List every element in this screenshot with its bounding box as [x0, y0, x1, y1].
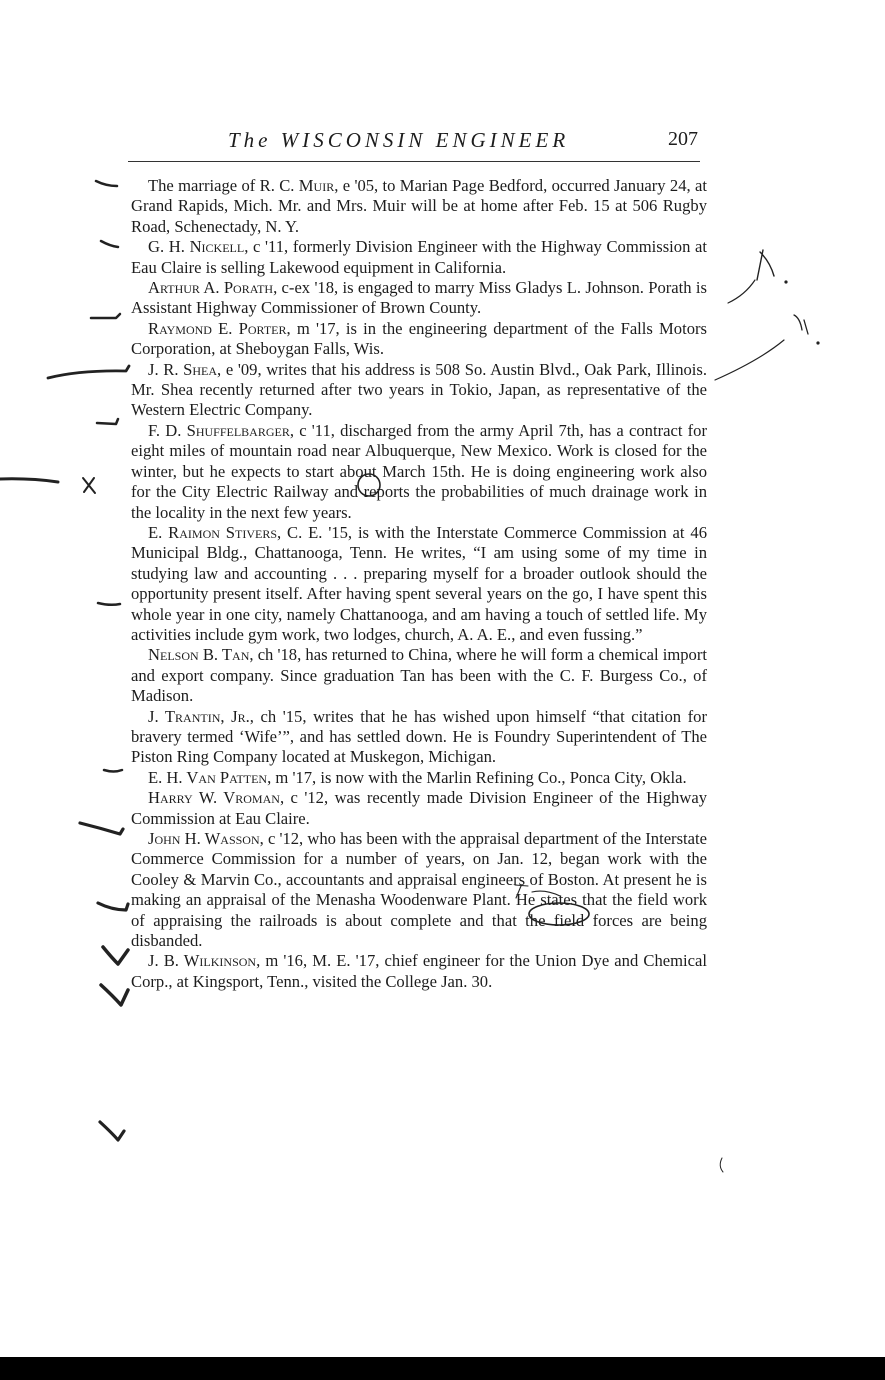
page-number: 207	[668, 128, 698, 150]
check-mark	[91, 314, 120, 318]
entry-text: , c '11, discharged from the army April 7th, has a contract for eight miles of mountain road near Albuquerque, New Mexico. Work is closed for the winter, but he expects to start about March 15th. He is doing engineering work also for the City Electric Railway and reports the probabilities of much drainage work in the locality in the next few years.	[131, 420, 707, 522]
alumni-entry	[131, 707, 707, 768]
margin-glyph	[728, 280, 755, 303]
alumnus-name: Nelson B. Tan	[148, 645, 250, 665]
check-mark	[80, 823, 123, 834]
margin-dot	[784, 280, 787, 283]
entry-text: , C. E. '15, is with the Interstate Commerce Commission at 46 Municipal Bldg., Chattanooga, Tenn. He writes, “I am using some of my time in studying law and accounting . . . preparing myself for a broader outlook should the opportunity present itself. After having spent several years on the go, I have spent this whole year in one city, namely Chattanooga, and am having a touch of settled life. My activities include gym work, two lodges, church, A. A. E., and even fussing.”	[131, 522, 707, 644]
check-mark	[104, 770, 122, 772]
alumnus-name: Harry W. Vroman	[148, 788, 280, 808]
alumnus-name: G. H. Nickell	[148, 237, 245, 257]
alumni-entry	[131, 768, 707, 788]
entry-text: , m '16, M. E. '17, chief engineer for the Union Dye and Chemical Corp., at Kingsport, Tenn., visited the College Jan. 30.	[131, 951, 707, 991]
entry-prefix: The marriage of	[148, 176, 260, 195]
alumni-entry	[131, 951, 707, 992]
entry-text: , m '17, is in the engineering department of the Falls Motors Corporation, at Sheboygan Falls, Wis.	[131, 318, 707, 359]
alumnus-name: John H. Wasson	[148, 829, 260, 848]
journal-title: The WISCONSIN ENGINEER	[228, 128, 570, 152]
alumni-entry	[131, 523, 707, 645]
alumni-entry	[131, 421, 707, 523]
alumni-entry	[131, 278, 707, 319]
scan-border	[0, 1357, 885, 1380]
alumni-entry	[131, 176, 707, 237]
margin-glyph	[794, 315, 808, 334]
entry-text: , c '11, formerly Division Engineer with the Highway Commission at Eau Claire is selling Lakewood equipment in California.	[131, 237, 707, 277]
check-mark	[101, 985, 128, 1005]
alumni-entry	[131, 788, 707, 829]
check-mark	[98, 903, 128, 910]
header-rule	[128, 161, 700, 162]
entry-text: , ch '18, has returned to China, where he will form a chemical import and export company. Since graduation Tan has been with the C. F. Burgess Co., of Madison.	[131, 645, 707, 706]
entry-text: , c-ex '18, is engaged to marry Miss Gladys L. Johnson. Porath is Assistant Highway Commissioner of Brown County.	[131, 278, 707, 318]
alumni-entry	[131, 237, 707, 278]
entry-text: , e '05, to Marian Page Bedford, occurred January 24, at Grand Rapids, Mich. Mr. and Mrs. Muir will be at home after Feb. 15 at 506 Rugby Road, Schenectady, N. Y.	[131, 176, 708, 236]
alumnus-name: J. R. Shea	[148, 359, 218, 379]
check-mark	[0, 479, 58, 482]
entry-text: , c '12, was recently made Division Engineer of the Highway Commission at Eau Claire.	[131, 788, 707, 828]
margin-glyph	[715, 340, 784, 380]
alumnus-name: Arthur A. Porath	[148, 278, 274, 298]
alumni-entry	[131, 645, 707, 706]
entry-text: , ch '15, writes that he has wished upon himself “that citation for bravery termed ‘Wife’”, and has settled down. He is Foundry Superintendent of The Piston Ring Company located at Muskegon, Michigan.	[131, 706, 708, 767]
check-mark	[101, 241, 118, 247]
alumnus-name: R. C. Muir	[259, 176, 335, 195]
margin-glyph	[757, 250, 774, 280]
alumni-notes	[131, 176, 707, 992]
alumnus-name: J. B. Wilkinson	[148, 951, 257, 971]
check-mark	[98, 603, 120, 605]
alumni-entry	[131, 319, 707, 360]
alumnus-name: E. Raimon Stivers	[148, 522, 278, 542]
check-mark	[96, 181, 117, 186]
margin-dot	[816, 341, 819, 344]
alumni-entry	[131, 829, 707, 951]
entry-text: , c '12, who has been with the appraisal department of the Interstate Commerce Commission for a number of years, on Jan. 12, began work with the Cooley & Marvin Co., accountants and appraisal engineers of Boston. At present he is making an appraisal of the Menasha Woodenware Plant. He states that the field work of appraising the railroads is about complete and that the field forces are being disbanded.	[131, 829, 707, 951]
margin-glyph	[720, 1158, 723, 1172]
check-mark	[103, 947, 128, 964]
entry-text: , e '09, writes that his address is 508 So. Austin Blvd., Oak Park, Illinois. Mr. Shea recently returned after two years in Tokio, Japan, as representative of the Western Electric Company.	[131, 359, 708, 420]
alumnus-name: J. Trantin, Jr.	[148, 706, 250, 726]
check-mark	[97, 419, 118, 424]
alumnus-name: F. D. Shuffelbarger	[148, 420, 290, 440]
check-mark	[48, 366, 129, 378]
alumnus-name: E. H. Van Patten	[148, 767, 268, 787]
x-mark	[83, 478, 95, 493]
alumni-entry	[131, 360, 707, 421]
running-header	[128, 128, 700, 156]
check-mark	[100, 1122, 124, 1140]
entry-text: , m '17, is now with the Marlin Refining Co., Ponca City, Okla.	[267, 767, 687, 787]
alumnus-name: Raymond E. Porter	[148, 318, 287, 338]
